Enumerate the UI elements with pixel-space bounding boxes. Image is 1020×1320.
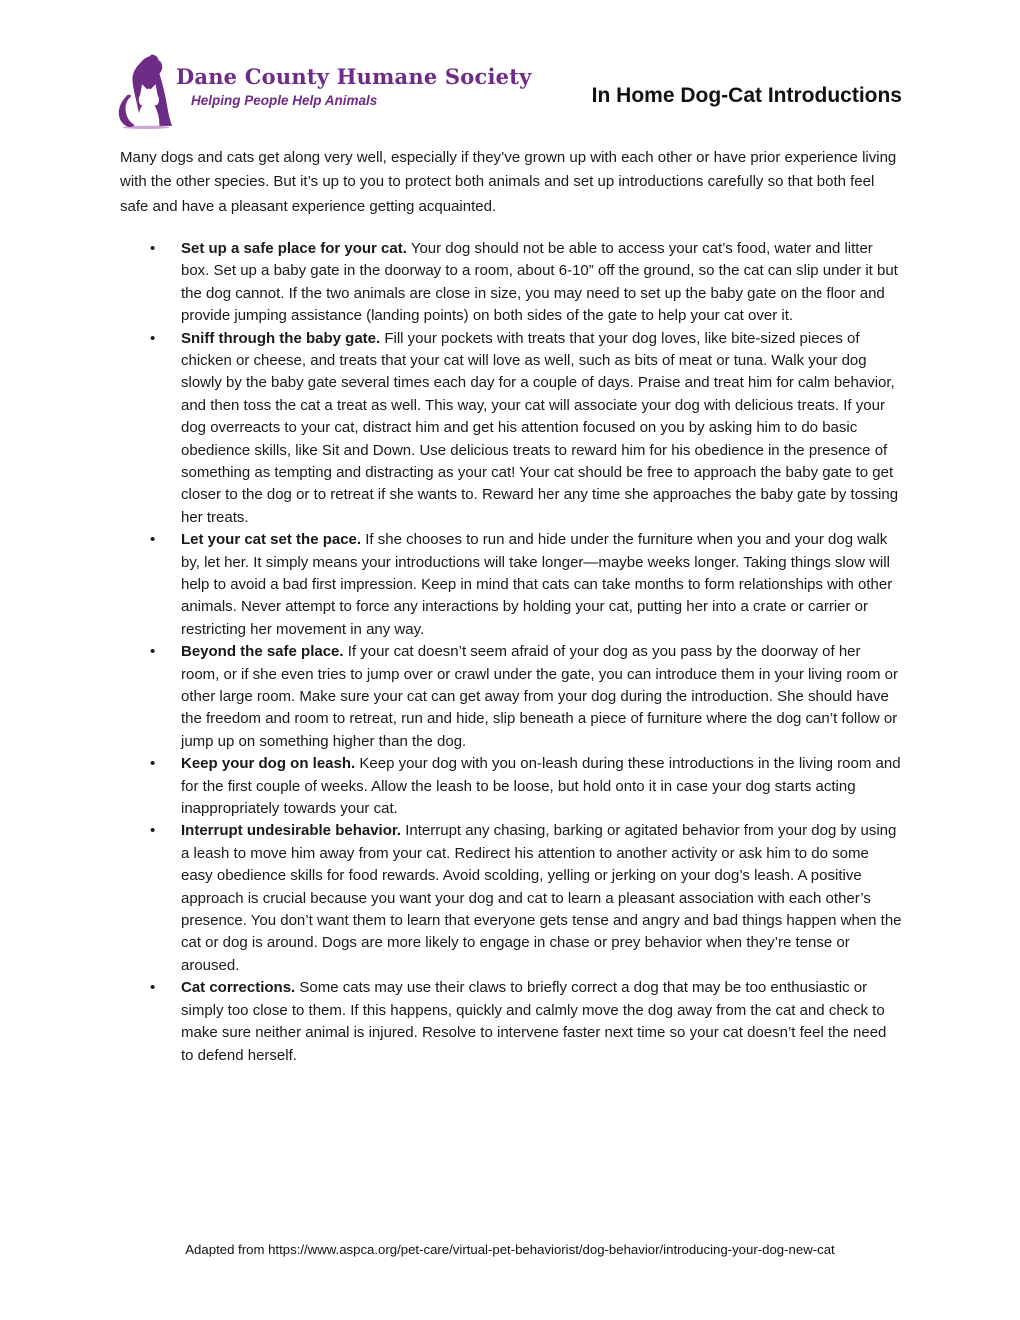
- bullet-heading: Let your cat set the pace.: [181, 531, 362, 549]
- intro-paragraph: Many dogs and cats get along very well, especially if they’ve grown up with each other or have prior experience living with the other species. But it’s up to you to protect both animals and set up introductions carefully so that both feel safe and have a pleasant experience getting acquainted.: [120, 149, 897, 215]
- org-name: Dane County Humane Society: [176, 64, 532, 89]
- bullet-heading: Cat corrections.: [181, 979, 296, 997]
- bullet-marker: •: [150, 329, 156, 347]
- page-title: In Home Dog-Cat Introductions: [591, 84, 902, 107]
- bullet-item-safe-place: [120, 238, 902, 328]
- bullet-item-cat-pace: [120, 529, 902, 641]
- bullet-body: Keep your dog with you on-leash during these introductions in the living room and for the first couple of weeks. Allow the leash to be loose, but hold onto it in case your dog starts acting inappropriately towards your cat.: [181, 755, 901, 818]
- bullet-body: If she chooses to run and hide under the furniture when you and your dog walk by, let her. It simply means your introductions will take longer—maybe weeks longer. Taking things slow will help to avoid a bad first impression. Keep in mind that cats can take months to form relationships with other animals. Never attempt to force any interactions by holding your cat, putting her into a crate or carrier or restricting her movement in any way.: [181, 531, 893, 638]
- bullet-marker: •: [150, 822, 156, 840]
- bullet-marker: •: [150, 531, 156, 549]
- dog-tail-silhouette: [119, 95, 135, 127]
- cat-tail-silhouette: [133, 112, 138, 126]
- dchs-logo-dog-cat-icon: [115, 54, 173, 130]
- bullet-marker: •: [150, 643, 156, 661]
- bullet-heading: Beyond the safe place.: [181, 643, 344, 661]
- document-body: [120, 146, 902, 1067]
- attribution-footer: Adapted from https://www.aspca.org/pet-care/virtual-pet-behaviorist/dog-behavior/introducing-your-dog-new-cat: [185, 1242, 835, 1257]
- bullet-heading: Keep your dog on leash.: [181, 755, 356, 773]
- bullet-item-interrupt-behavior: [120, 820, 902, 977]
- bullet-marker: •: [150, 755, 156, 773]
- bullet-body: Interrupt any chasing, barking or agitated behavior from your dog by using a leash to move him away from your cat. Redirect his attention to another activity or ask him to do some easy obedience skills for food rewards. Avoid scolding, yelling or jerking on your dog’s leash. A positive approach is crucial because you want your dog and cat to learn a pleasant association with each other’s presence. You don’t want them to learn that everyone gets tense and angry and bad things happen when the cat or dog is around. Dogs are more likely to engage in chase or prey behavior when they’re tense or aroused.: [181, 822, 902, 974]
- bullet-heading: Sniff through the baby gate.: [181, 329, 381, 347]
- bullet-heading: Set up a safe place for your cat.: [181, 239, 407, 257]
- bullet-body: Your dog should not be able to access your cat’s food, water and litter box. Set up a baby gate in the doorway to a room, about 6-10” off the ground, so the cat can slip under it but the dog cannot. If the two animals are close in size, you may need to set up the baby gate on the floor and provide jumping assistance (landing points) on both sides of the gate to help your cat over it.: [181, 239, 898, 325]
- org-tagline: Helping People Help Animals: [191, 93, 378, 108]
- bullet-item-cat-corrections: [120, 977, 902, 1067]
- bullet-heading: Interrupt undesirable behavior.: [181, 822, 402, 840]
- bullet-item-sniff-gate: [120, 328, 902, 530]
- bullet-item-beyond-safe-place: [120, 641, 902, 753]
- bullet-marker: •: [150, 239, 156, 257]
- bullet-body: If your cat doesn’t seem afraid of your dog as you pass by the doorway of her room, or if she even tries to jump over or crawl under the gate, you can introduce them in your living room or other large room. Make sure your cat can get away from your dog during the introduction. She should have the freedom and room to retreat, run and hide, slip beneath a piece of furniture where the dog can’t follow or jump up on something higher than the dog.: [181, 643, 899, 750]
- bullet-list: [120, 238, 902, 1067]
- bullet-item-dog-on-leash: [120, 753, 902, 820]
- bullet-body: Some cats may use their claws to briefly correct a dog that may be too enthusiastic or simply too close to them. If this happens, quickly and calmly move the dog away from the cat and check to make sure neither animal is injured. Resolve to intervene faster next time so your cat doesn’t feel the need to defend herself.: [181, 979, 887, 1064]
- bullet-body: Fill your pockets with treats that your dog loves, like bite-sized pieces of chicken or cheese, and treats that your cat will love as well, such as bits of meat or tuna. Walk your dog slowly by the baby gate several times each day for a couple of days. Praise and treat him for calm behavior, and then toss the cat a treat as well. This way, your cat will associate your dog with delicious treats. If your dog overreacts to your cat, distract him and get his attention focused on you by asking him to do basic obedience skills, like Sit and Down. Use delicious treats to reward him for his obedience in the presence of something as tempting and distracting as your cat! Your cat should be free to approach the baby gate to get closer to the dog or to retreat if she wants to. Reward her any time she approaches the baby gate by tossing her treats.: [181, 329, 899, 526]
- bullet-marker: •: [150, 979, 156, 997]
